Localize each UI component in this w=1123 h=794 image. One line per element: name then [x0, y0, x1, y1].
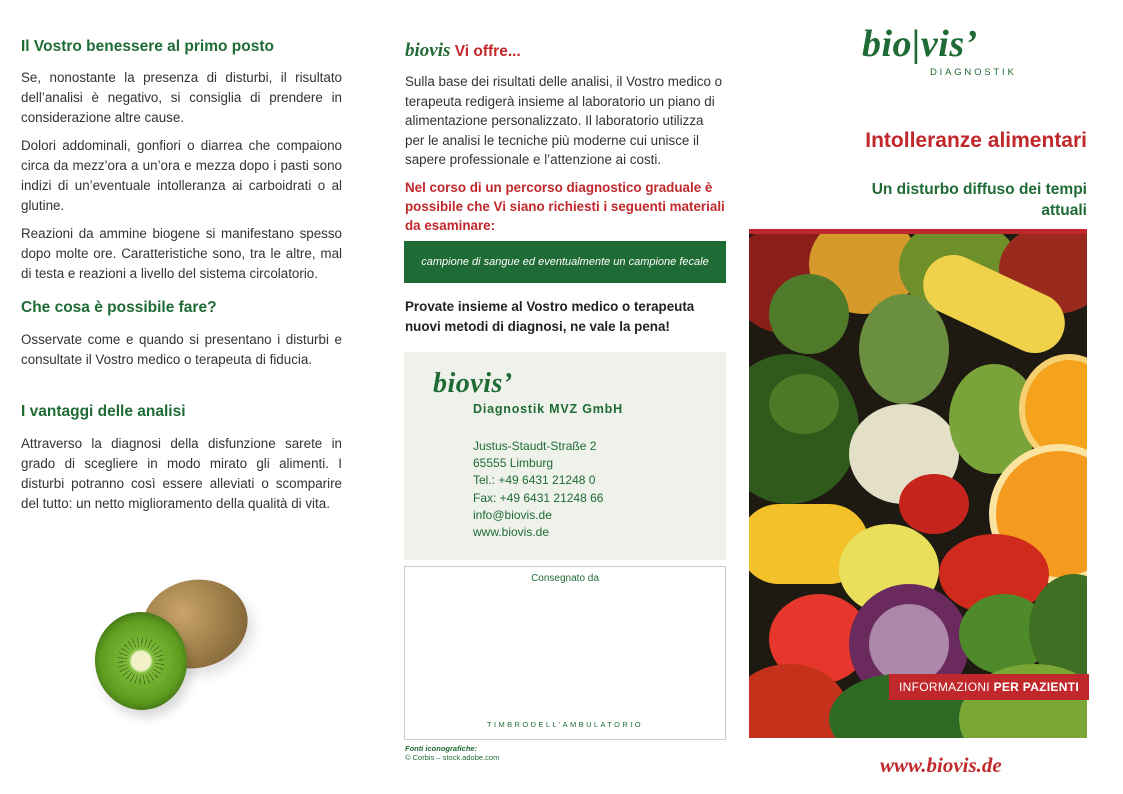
right-panel [748, 0, 1123, 794]
section-what-to-do [21, 299, 342, 370]
brand-logo-text: bio|vis’ [862, 23, 978, 65]
middle-panel [372, 0, 748, 794]
contact-logo: biovis’ [433, 368, 513, 399]
paragraph-materials-note: Nel corso di un percorso diagnostico graduale è possibile che Vi siano richiesti i seguenti materiali da esaminare: [405, 180, 725, 233]
stamp-title: Consegnato da [531, 573, 599, 584]
heading-offer-brand: biovis [405, 40, 451, 61]
credits-label: Fonti iconografiche: [405, 744, 478, 753]
stamp-footer: TIMBRODELL’AMBULATORIO [487, 720, 643, 729]
materials-bar-text: campione di sangue ed eventualmente un campione fecale [421, 256, 709, 268]
cover-subtitle: Un disturbo diffuso dei tempi attuali [871, 181, 1087, 219]
badge-text-bold: PER PAZIENTI [993, 680, 1079, 694]
paragraph-what-to-do: Osservate come e quando si presentano i disturbi e consultate il Vostro medico o terapeuta di fiducia. [21, 332, 342, 367]
heading-what-to-do: Che cosa è possibile fare? [21, 299, 217, 316]
paragraph-wellbeing-2: Dolori addominali, gonfiori o diarrea che compaiono circa da mezz’ora a un’ora e mezza dopo i pasti sono indizi di un’eventuale intolleranza ai carboidrati o al glutine. [21, 138, 342, 213]
section-wellbeing [21, 38, 342, 284]
paragraph-offer-intro: Sulla base dei risultati delle analisi, il Vostro medico o terapeuta redigerà insieme al laboratorio un piano di alimentazione personalizzato. Il laboratorio utilizza per le analisi le tecniche più moderne cui unisce il sapere professionale e l’attenzione ai costi. [405, 74, 723, 167]
paragraph-advantages: Attraverso la diagnosi della disfunzione sarete in grado di scegliere in modo mirato gli alimenti. I disturbi potranno così essere alleviati o scomparire del tutto: un netto miglioramento della qualità di vita. [21, 436, 342, 511]
contact-website[interactable]: www.biovis.de [473, 525, 550, 540]
contact-street: Justus-Staudt-Straße 2 [473, 439, 597, 453]
heading-wellbeing: Il Vostro benessere al primo posto [21, 38, 274, 55]
brand-subtitle: DIAGNOSTIK [930, 67, 1017, 78]
brand-logo [862, 22, 978, 66]
contact-box [404, 352, 726, 560]
contact-details [473, 438, 603, 541]
paragraph-closing: Provate insieme al Vostro medico o terapeuta nuovi metodi di diagnosi, ne vale la pena! [405, 299, 695, 334]
contact-email[interactable]: info@biovis.de [473, 507, 552, 522]
credits-text: © Corbis – stock.adobe.com [405, 753, 500, 762]
materials-bar [404, 241, 726, 283]
section-advantages [21, 403, 342, 514]
stamp-box [404, 566, 726, 740]
heading-offer-text: Vi offre... [454, 43, 521, 60]
website-url[interactable]: www.biovis.de [880, 753, 1002, 777]
badge-text-normal: INFORMAZIONI [899, 680, 990, 694]
image-credits [405, 744, 499, 762]
patient-info-badge [889, 674, 1089, 700]
contact-phone: Tel.: +49 6431 21248 0 [473, 473, 596, 488]
contact-company: Diagnostik MVZ GmbH [473, 402, 623, 416]
vegetables-image [749, 234, 1087, 738]
heading-advantages: I vantaggi delle analisi [21, 403, 186, 420]
left-panel [0, 0, 372, 794]
paragraph-wellbeing-1: Se, nonostante la presenza di disturbi, il risultato dell’analisi è negativo, si consiglia di prendere in considerazione altre cause. [21, 70, 342, 125]
heading-offer [405, 40, 521, 62]
contact-city: 65555 Limburg [473, 456, 554, 471]
paragraph-wellbeing-3: Reazioni da ammine biogene si manifestano spesso dopo molte ore. Caratteristiche sono, tra le altre, mal di testa e reazioni a livello del sistema circolatorio. [21, 226, 342, 281]
cover-title: Intolleranze alimentari [865, 129, 1087, 152]
contact-fax: Fax: +49 6431 21248 66 [473, 490, 604, 505]
